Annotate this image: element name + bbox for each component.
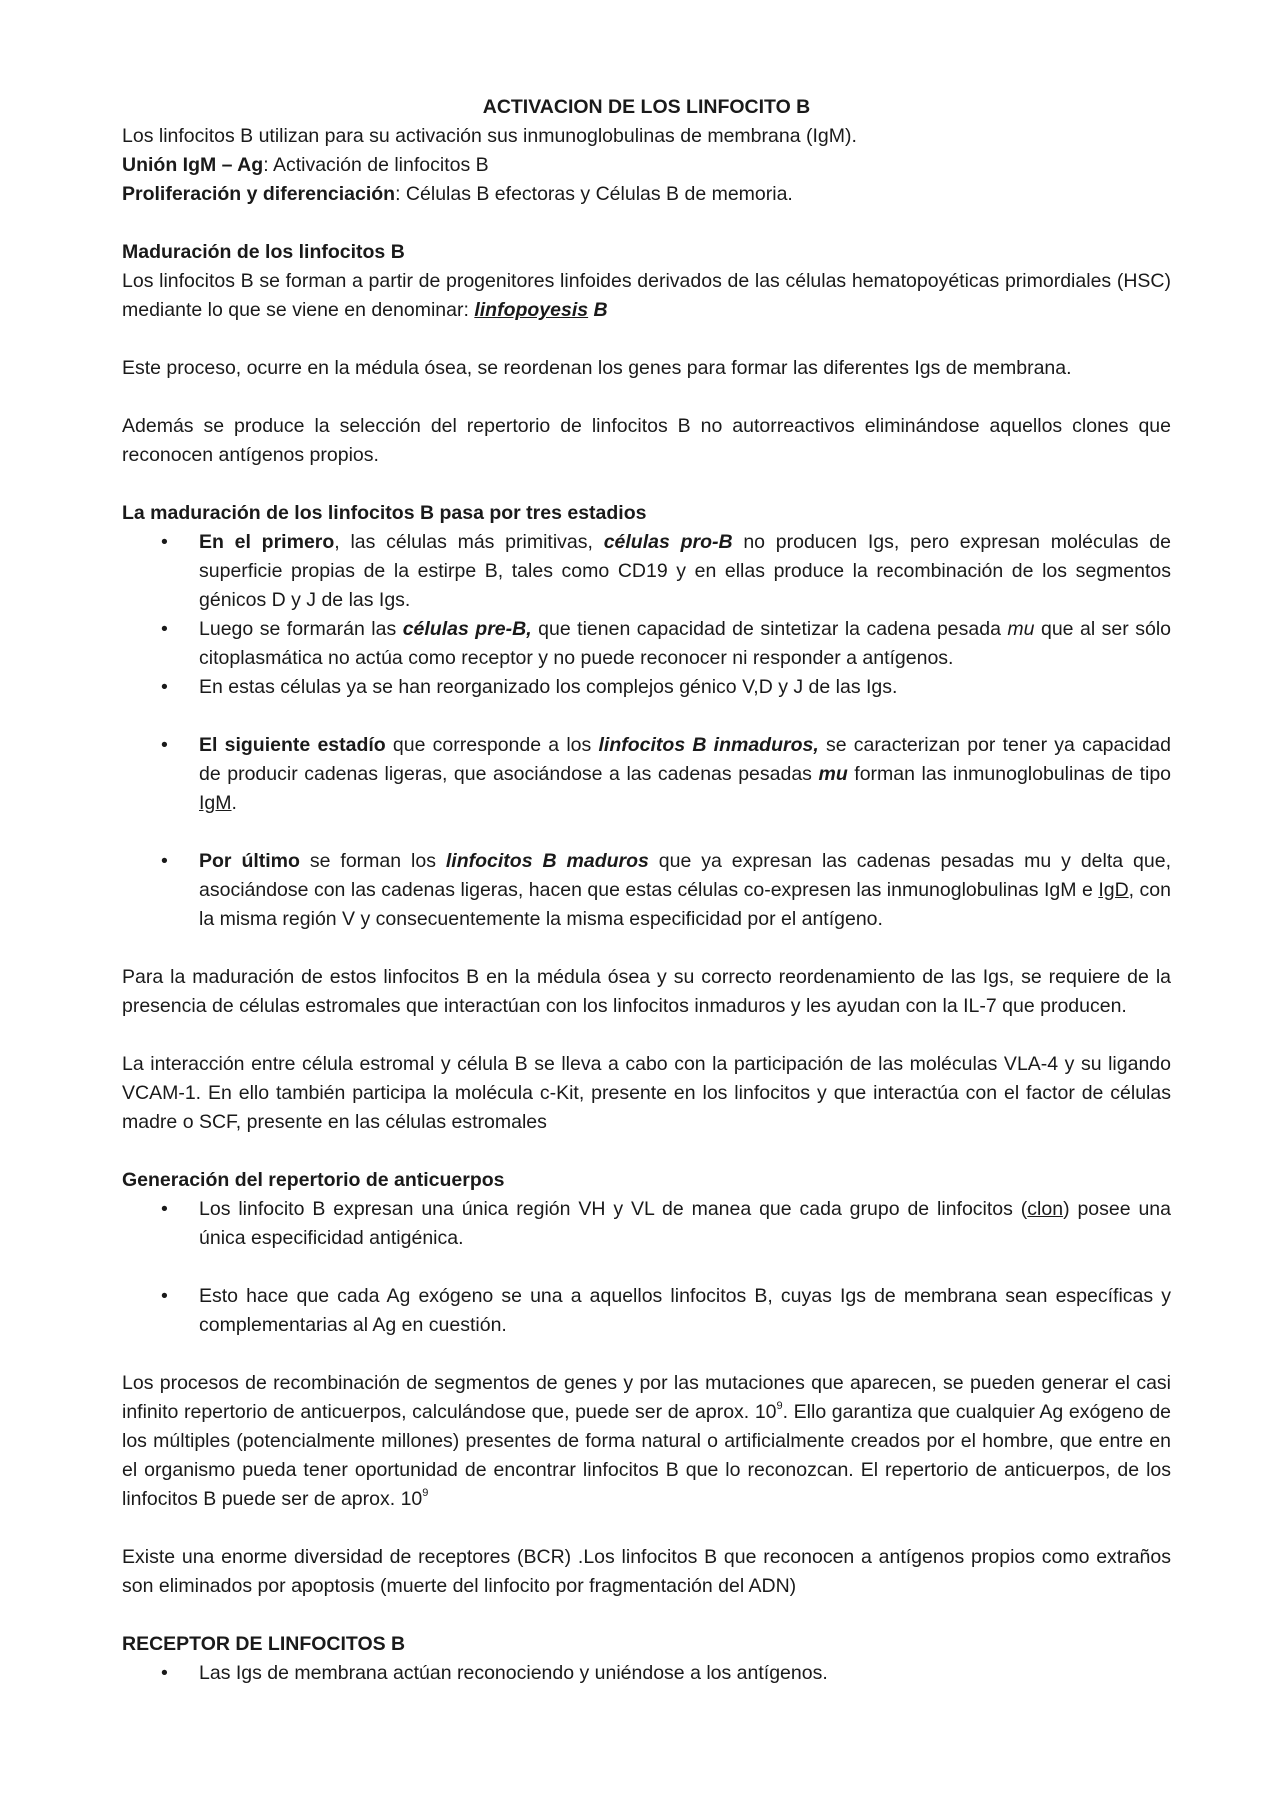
stages-list <box>122 528 1171 702</box>
list-item: • En estas células ya se han reorganizado los complejos génico V,D y J de las Igs. <box>122 673 1171 702</box>
maturation-heading: Maduración de los linfocitos B <box>122 241 405 263</box>
repertoire-list-continued <box>122 1282 1171 1340</box>
list-item: • Los linfocito B expresan una única región VH y VL de manea que cada grupo de linfocitos (clon) posee una única especificidad antigénica. <box>122 1195 1171 1253</box>
stages-list-continued <box>122 731 1171 818</box>
bcr-paragraph: Existe una enorme diversidad de receptores (BCR) .Los linfocitos B que reconocen a antígenos propios como extraños son eliminados por apoptosis (muerte del linfocito por fragmentación del ADN) <box>122 1546 1171 1597</box>
bullet-icon: • <box>161 531 168 553</box>
receptor-heading: RECEPTOR DE LINFOCITOS B <box>122 1633 406 1655</box>
repertoire-list <box>122 1195 1171 1253</box>
maturation-paragraph: Los linfocitos B se forman a partir de progenitores linfoides derivados de las células hematopoyéticas primordiales (HSC) mediante lo que se viene en denominar: linfopoyesis B <box>122 270 1171 321</box>
bullet-icon: • <box>161 676 168 698</box>
bullet-icon: • <box>161 1285 168 1307</box>
bullet-icon: • <box>161 734 168 756</box>
list-item: • Las Igs de membrana actúan reconociendo y uniéndose a los antígenos. <box>122 1659 1171 1688</box>
stages-list-final <box>122 847 1171 934</box>
receptor-list <box>122 1659 1171 1688</box>
lymphopoiesis-term: linfopoyesis <box>474 299 589 321</box>
process-paragraph: Este proceso, ocurre en la médula ósea, se reordenan los genes para formar las diferentes Igs de membrana. <box>122 357 1072 379</box>
stages-heading: La maduración de los linfocitos B pasa por tres estadios <box>122 502 647 524</box>
interaction-paragraph: La interacción entre célula estromal y célula B se lleva a cabo con la participación de las moléculas VLA-4 y su ligando VCAM-1. En ello también participa la molécula c-Kit, presente en los linfocitos y que interactúa con el factor de células madre o SCF, presente en las células estromales <box>122 1053 1171 1133</box>
list-item: • Por último se forman los linfocitos B maduros que ya expresan las cadenas pesadas mu y delta que, asociándose con las cadenas ligeras, hacen que estas células co-expresen las inmunoglobulinas IgM e IgD, con la misma región V y consecuentemente la misma especificidad por el antígeno. <box>122 847 1171 934</box>
document-page <box>122 93 1171 1688</box>
bullet-icon: • <box>161 850 168 872</box>
selection-paragraph: Además se produce la selección del repertorio de linfocitos B no autorreactivos eliminándose aquellos clones que reconocen antígenos propios. <box>122 415 1171 466</box>
intro-line: Los linfocitos B utilizan para su activación sus inmunoglobulinas de membrana (IgM). <box>122 125 857 147</box>
recombination-paragraph: Los procesos de recombinación de segmentos de genes y por las mutaciones que aparecen, se pueden generar el casi infinito repertorio de anticuerpos, calculándose que, puede ser de aprox. $10^9$. Ello garantiza que cualquier Ag exógeno de los múltiples (potencialmente millones) presentes de forma natural o artificialmente creados por el hombre, que entre en el organismo pueda tener oportunidad de encontrar linfocitos B que lo reconozcan. El repertorio de anticuerpos, de los linfocitos B puede ser de aprox. $10^9$ <box>122 1372 1172 1510</box>
bullet-icon: • <box>161 1198 168 1220</box>
list-item: • Esto hace que cada Ag exógeno se una a aquellos linfocitos B, cuyas Igs de membrana sean específicas y complementarias al Ag en cuestión. <box>122 1282 1171 1340</box>
list-item: • El siguiente estadío que corresponde a los linfocitos B inmaduros, se caracterizan por tener ya capacidad de producir cadenas ligeras, que asociándose a las cadenas pesadas mu forman las inmunoglobulinas de tipo IgM. <box>122 731 1171 818</box>
union-label: Unión IgM – Ag <box>122 154 264 176</box>
proliferation-label: Proliferación y diferenciación <box>122 183 396 205</box>
bullet-icon: • <box>161 1662 168 1684</box>
list-item: • En el primero, las células más primitivas, células pro-B no producen Igs, pero expresan moléculas de superficie propias de la estirpe B, tales como CD19 y en ellas produce la recombinación de los segmentos génicos D y J de las Igs. <box>122 528 1171 615</box>
stromal-paragraph: Para la maduración de estos linfocitos B en la médula ósea y su correcto reordenamiento de las Igs, se requiere de la presencia de células estromales que interactúan con los linfocitos inmaduros y les ayudan con la IL-7 que producen. <box>122 966 1171 1017</box>
bullet-icon: • <box>161 618 168 640</box>
proliferation-line: Proliferación y diferenciación: Células B efectoras y Células B de memoria. <box>122 183 793 205</box>
list-item: • Luego se formarán las células pre-B, que tienen capacidad de sintetizar la cadena pesada mu que al ser sólo citoplasmática no actúa como receptor y no puede reconocer ni responder a antígenos. <box>122 615 1171 673</box>
repertoire-heading: Generación del repertorio de anticuerpos <box>122 1169 505 1191</box>
union-line: Unión IgM – Ag: Activación de linfocitos B <box>122 154 489 176</box>
document-title: ACTIVACION DE LOS LINFOCITO B <box>482 96 811 118</box>
